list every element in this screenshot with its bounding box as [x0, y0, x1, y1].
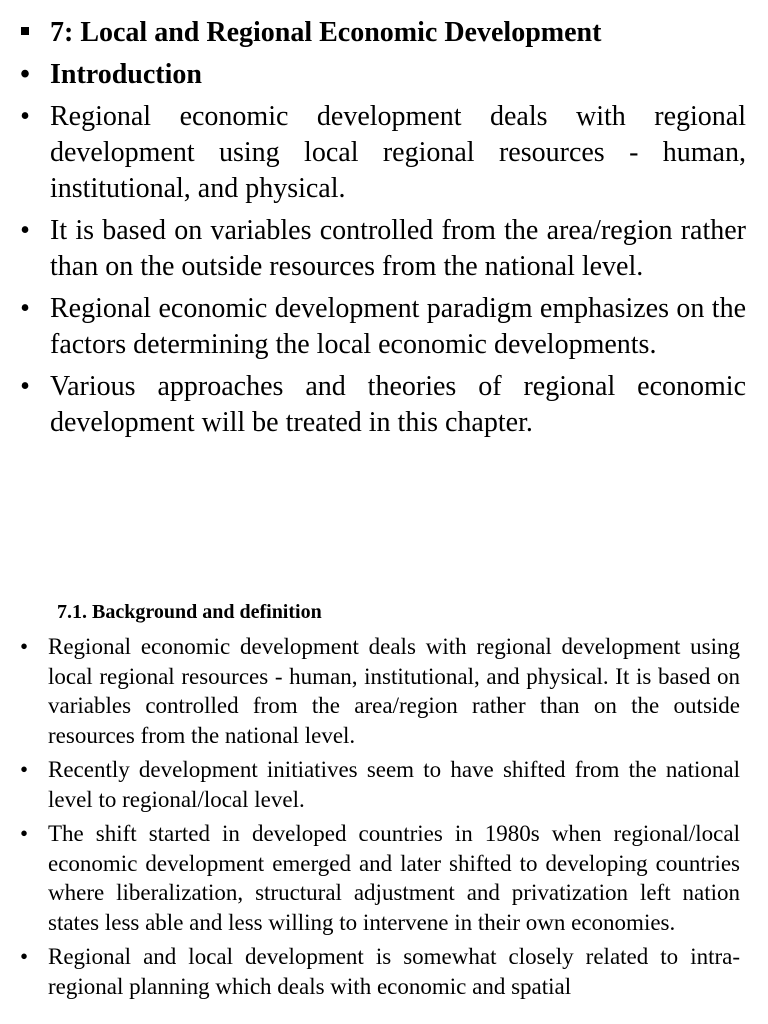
- section-bullet-text: Regional and local development is somewhat closely related to intra-regional planning which deals with economic and spatial: [48, 944, 740, 999]
- slide-bullet-text: Regional economic development paradigm emphasizes on the factors determining the local economic developments.: [50, 293, 746, 360]
- bullet-icon: [18, 57, 32, 93]
- section-title: 7.1. Background and definition: [57, 601, 322, 623]
- introduction-heading: [0, 57, 768, 93]
- introduction-heading-text: Introduction: [50, 59, 202, 90]
- section-bullet-item: [0, 632, 768, 750]
- bullet-icon: [18, 291, 32, 327]
- section-bullet-item: [0, 819, 768, 937]
- slide-bullet-item: [0, 369, 768, 441]
- chapter-heading: [0, 15, 768, 51]
- slide-bullet-item: [0, 291, 768, 363]
- bullet-icon: [18, 755, 30, 785]
- section-bullet-list: [0, 632, 768, 1006]
- section-bullet-text: Recently development initiatives seem to have shifted from the national level to regional/local level.: [48, 757, 740, 812]
- section-bullet-item: [0, 755, 768, 814]
- slide-bullet-text: It is based on variables controlled from the area/region rather than on the outside resources from the national level.: [50, 215, 746, 282]
- slide-bullet-text: Regional economic development deals with regional development using local regional resources - human, institutional, and physical.: [50, 101, 746, 204]
- slide-bullet-item: [0, 213, 768, 285]
- section-bullet-text: The shift started in developed countries in 1980s when regional/local economic development emerged and later shifted to developing countries where liberalization, structural adjustment and privatization left nation states less able and less willing to intervene in their own economies.: [48, 821, 740, 935]
- slide-bullet-text: Various approaches and theories of regional economic development will be treated in this chapter.: [50, 371, 746, 438]
- bullet-icon: [18, 819, 30, 849]
- bullet-icon: [18, 369, 32, 405]
- bullet-icon: [18, 632, 30, 662]
- section-bullet-item: [0, 942, 768, 1001]
- section-bullet-text: Regional economic development deals with regional development using local regional resources - human, institutional, and physical. It is based on variables controlled from the area/region rather than on the outside resources from the national level.: [48, 634, 740, 748]
- slide-bullet-list: [0, 15, 768, 447]
- chapter-heading-text: 7: Local and Regional Economic Development: [50, 17, 602, 48]
- bullet-icon: [18, 99, 32, 135]
- slide-bullet-item: [0, 99, 768, 207]
- bullet-icon: [18, 942, 30, 972]
- bullet-icon: [18, 213, 32, 249]
